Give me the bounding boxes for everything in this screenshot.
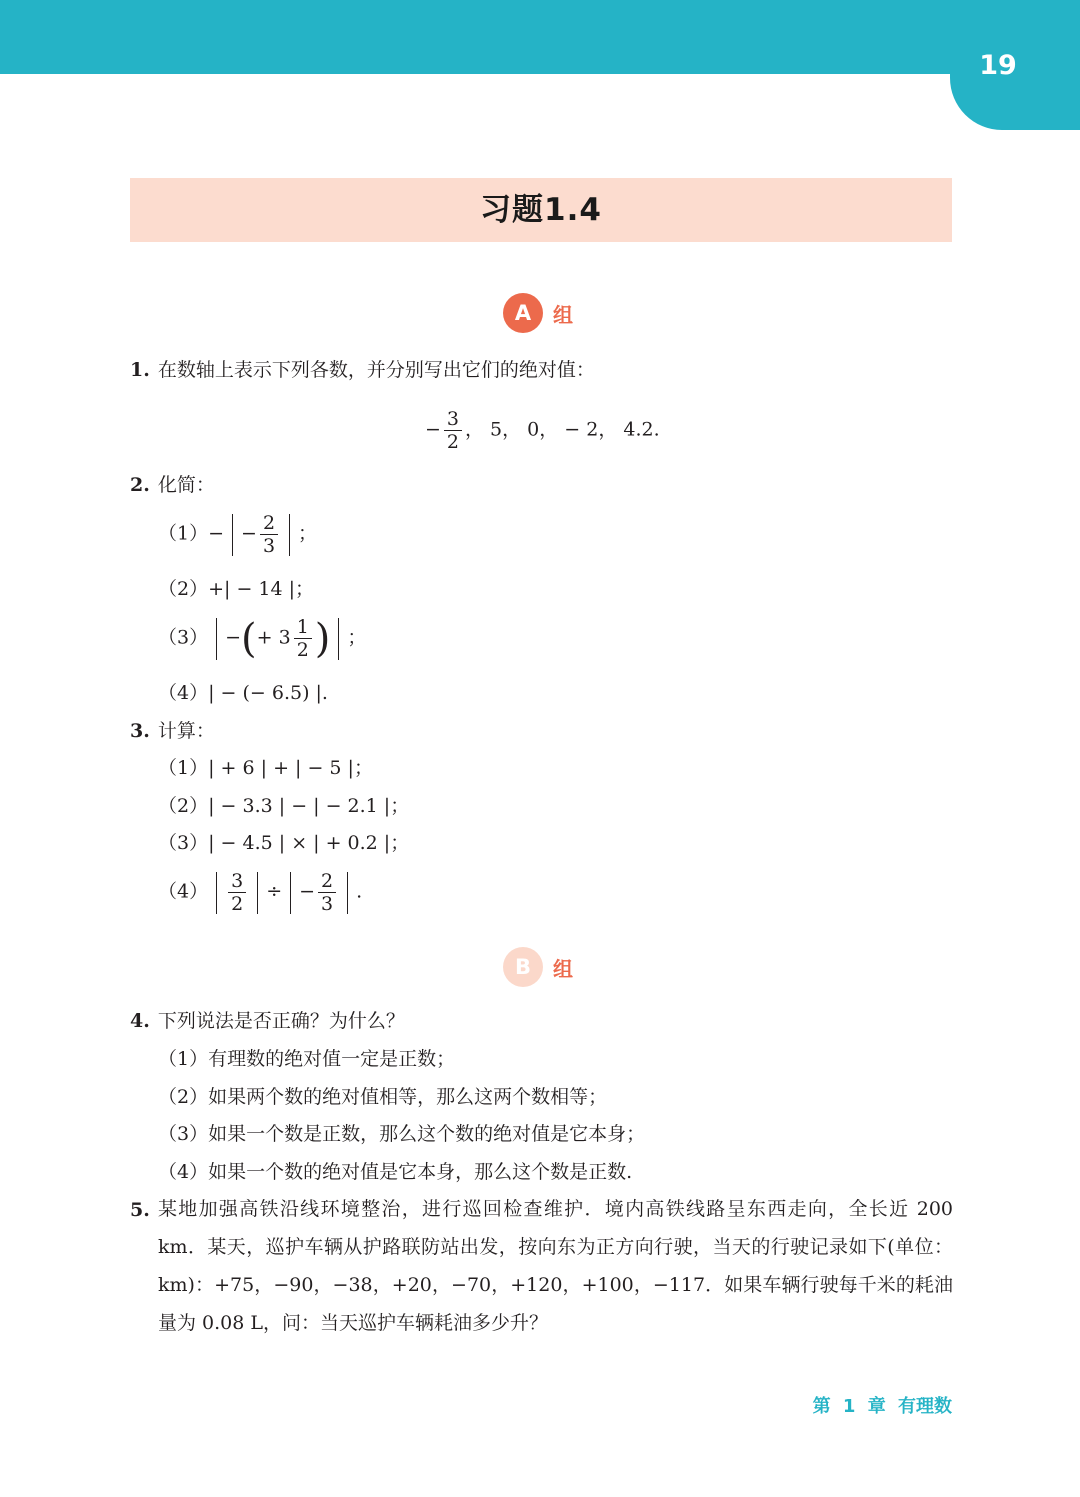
denominator: 3 [262, 535, 276, 557]
punctuation: . [356, 880, 363, 903]
question-2 [130, 472, 215, 498]
minus-sign: − [241, 522, 257, 545]
fraction [260, 512, 278, 557]
denominator: 3 [321, 893, 334, 915]
fraction [318, 870, 336, 915]
question-5-number [130, 1197, 158, 1223]
denominator: 2 [231, 893, 244, 915]
question-number: 2. [130, 474, 150, 496]
question-5-text: 某地加强高铁沿线环境整治，进行巡回检查维护．境内高铁线路呈东西走向，全长近 200 km．某天，巡护车辆从护路联防站出发，按向东为正方向行驶，当天的行驶记录如下(单位：km)：+75，−90，−38，+20，−70，+120，+100，−117．如果车辆行驶每千米的耗油量为 0.08 L，问：当天巡护车辆耗油多少升？ [158, 1198, 953, 1334]
abs-bar-right [338, 618, 339, 660]
part-label: （1） [158, 522, 209, 545]
expression: | − 3.3 | − | − 2.1 |； [208, 795, 410, 817]
question-3-part-3 [158, 830, 409, 856]
question-4-item: （2）如果两个数的绝对值相等，那么这两个数相等； [158, 1086, 608, 1108]
question-3-part-2 [158, 793, 409, 819]
punctuation: ； [298, 522, 318, 545]
question-text: 计算： [157, 720, 215, 742]
question-number: 5. [130, 1199, 150, 1221]
part-label: （4） [158, 880, 209, 903]
group-b-heading [503, 947, 573, 987]
question-2-part-1 [158, 512, 317, 557]
expression: | − (− 6.5) |. [208, 682, 328, 704]
question-2-part-2 [158, 576, 314, 602]
punctuation: ； [347, 626, 367, 649]
abs-bar-left [216, 618, 217, 660]
abs-bar-left [290, 872, 291, 914]
group-b-label: 组 [553, 956, 573, 981]
question-2-part-4 [158, 680, 328, 706]
numerator: 2 [260, 512, 278, 535]
minus-sign: − [208, 522, 225, 545]
fraction [294, 616, 312, 661]
fraction [444, 408, 462, 453]
question-3-part-4 [158, 870, 362, 915]
part-label: （3） [158, 626, 209, 649]
abs-bar-left [216, 872, 217, 914]
group-b-badge: B [503, 947, 543, 987]
chapter-title: 有理数 [898, 1396, 952, 1417]
abs-bar-right [257, 872, 258, 914]
question-number: 3. [130, 720, 150, 742]
question-4-item: （4）如果一个数的绝对值是它本身，那么这个数是正数. [158, 1161, 633, 1183]
question-text: 在数轴上表示下列各数，并分别写出它们的绝对值： [157, 359, 595, 381]
numerator: 1 [294, 616, 312, 639]
fraction [228, 870, 246, 915]
abs-bar-right [289, 514, 290, 556]
numerator: 3 [444, 408, 462, 431]
chapter-number: 第 1 章 [812, 1396, 886, 1417]
divide-sign: ÷ [266, 880, 283, 903]
expression: | − 4.5 | × | + 0.2 |； [208, 832, 410, 854]
question-1-numbers [425, 408, 660, 453]
group-a-label: 组 [553, 302, 573, 327]
part-label: （1） [158, 757, 209, 779]
mixed-number-whole: + 3 [256, 626, 291, 649]
numerator: 2 [318, 870, 336, 893]
numerator: 3 [228, 870, 246, 893]
minus-sign: − [425, 418, 441, 441]
denominator: 2 [446, 431, 460, 453]
part-label: （2） [158, 578, 209, 600]
question-4-item: （1）有理数的绝对值一定是正数； [158, 1048, 456, 1070]
minus-sign: − [299, 880, 316, 903]
minus-sign: − [225, 626, 242, 649]
question-3 [130, 718, 215, 744]
question-text: 化简： [157, 474, 215, 496]
question-2-part-3 [158, 616, 366, 661]
chapter-footer [800, 1392, 952, 1418]
page-title: 习题1.4 [480, 192, 602, 228]
header-bar [0, 0, 1080, 74]
question-number: 4. [130, 1010, 150, 1032]
part-label: （4） [158, 682, 209, 704]
abs-bar-right [347, 872, 348, 914]
group-a-heading [503, 293, 573, 333]
paren-left: ( [241, 615, 257, 662]
part-label: （2） [158, 795, 209, 817]
group-a-badge: A [503, 293, 543, 333]
denominator: 2 [296, 639, 309, 661]
expression: | + 6 | + | − 5 |； [208, 757, 373, 779]
page-number: 19 [979, 50, 1017, 81]
expression: +| − 14 |； [208, 578, 315, 600]
paren-right: ) [314, 615, 331, 662]
question-number: 1. [130, 359, 150, 381]
number-list: ， 5， 0， − 2， 4.2. [465, 418, 660, 441]
question-1 [130, 357, 595, 383]
question-4-item: （3）如果一个数是正数，那么这个数的绝对值是它本身； [158, 1123, 646, 1145]
question-text: 下列说法是否正确？为什么？ [157, 1010, 405, 1032]
question-3-part-1 [158, 755, 373, 781]
part-label: （3） [158, 832, 209, 854]
abs-bar-left [232, 514, 233, 556]
question-4 [130, 1008, 405, 1034]
